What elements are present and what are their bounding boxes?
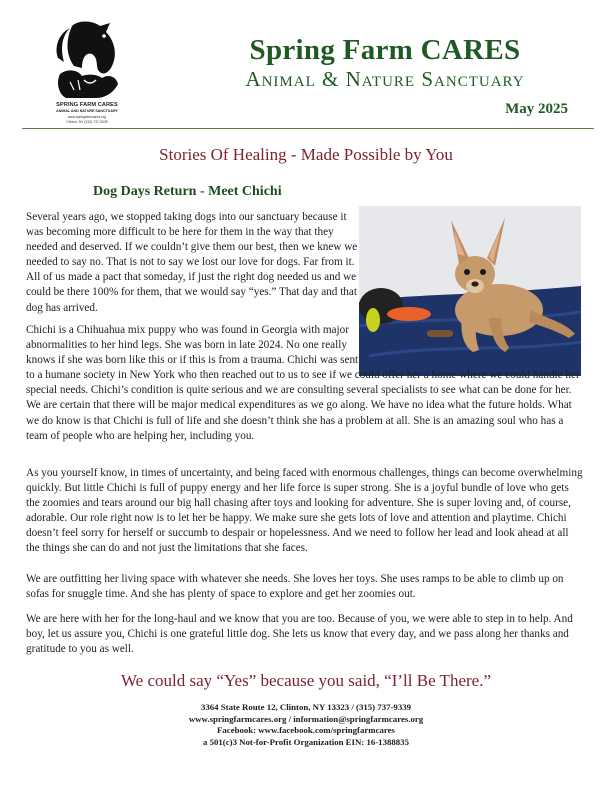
article-paragraph-3: As you yourself know, in times of uncertainty, and being faced with enormous challenges, things can become overwhelming quickly. But little Chichi is full of puppy energy and her life force is super strong. She is a joyful bundle of love who gets the zoomies and tears around our big hall chasing after toys and looking for adventure. She is super loving and, of course, adorable. Our role right now is to let her be happy. We make sure she gets lots of love and attention and playtime. Chichi doesn’t feel sorry for herself or succumb to despair or hopelessness. And we need to follow her lead and look ahead at all the things she can do and not just the limitations that she faces.: [26, 467, 583, 555]
article-paragraph-2: Chichi is a Chihuahua mix puppy who was found in Georgia with major abnormalities to her hind legs. She was born in late 2024. No one really knows if she was born like this or if this is from a trauma. Chichi was sent to a humane society in New York who then reached out to us to see if we could offer her a home where we could handle her special needs. Chichi’s condition is quite serious and we are consulting several specialists to see what can be done for her. We are certain that there will be major medical expenditures as we go along. We have no idea what the future holds. What we do know is that Chichi is full of life and she doesn’t think she has a problem at all. She is an amazing soul who has a team of people who are helping her, including you.: [26, 323, 584, 444]
footer-nonprofit: a 501(c)3 Not-for-Profit Organization EIN: 16-1388835: [203, 736, 409, 747]
footer-address: 3364 State Route 12, Clinton, NY 13323 / (315) 737-9339: [200, 702, 412, 712]
header-divider: [22, 128, 594, 129]
article-paragraph-4: We are outfitting her living space with whatever she needs. She loves her toys. She uses ramps to be able to climb up on sofas for snuggle time. And she has plenty of space to explore and get her zoomies out.: [26, 573, 564, 601]
footer-contact: [0, 702, 612, 748]
closing-callout: We could say “Yes” because you said, “I’ll Be There.”: [121, 671, 491, 690]
photo-wrap-spacer: [360, 323, 584, 368]
logo-web-text: www.springfarmcares.org: [67, 115, 107, 119]
article-title: Dog Days Return - Meet Chichi: [93, 184, 282, 199]
horse-and-animals-logo-icon: [52, 18, 122, 102]
logo-subtitle-text: ANIMAL AND NATURE SANCTUARY: [56, 109, 118, 113]
organization-subtitle: Animal & Nature Sanctuary: [245, 67, 525, 91]
article-paragraph-5: We are here with her for the long-haul and we know that you are too. Because of you, we were able to step in to help. And boy, let us assure you, Chichi is one grateful little dog. She lets us know that every day, and we pass along her thanks and gratitude to you as well.: [26, 613, 573, 656]
organization-logo: [46, 18, 128, 130]
logo-name-text: SPRING FARM CARES: [56, 102, 118, 108]
issue-date: May 2025: [505, 101, 568, 117]
article-paragraph-1: Several years ago, we stopped taking dogs into our sanctuary because it was becoming more difficult to be here for them in the way that they needed and deserved. If we couldn’t give them our best, then we knew we needed to say no. That is not to say we lost our love for dogs. Far from it. All of us made a pact that someday, if just the right dog needed us and we could be there 100% for them, that we would say “yes.” That day and that dog has arrived.: [26, 211, 358, 314]
footer-facebook[interactable]: Facebook: www.facebook.com/springfarmcares: [217, 725, 395, 735]
newsletter-headline: Stories Of Healing - Made Possible by You: [159, 145, 453, 164]
organization-title: Spring Farm CARES: [249, 34, 521, 66]
logo-location-text: Clinton, NY (315) 737-9339: [66, 120, 108, 124]
footer-web-email[interactable]: www.springfarmcares.org / information@springfarmcares.org: [188, 713, 424, 724]
